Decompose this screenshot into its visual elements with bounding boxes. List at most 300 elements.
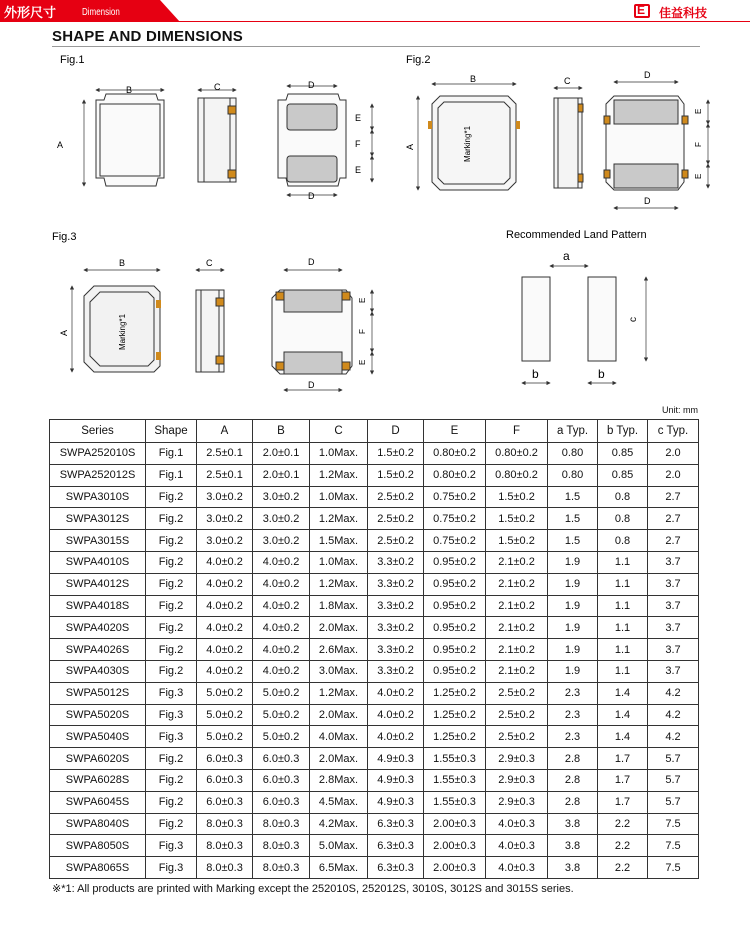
table-cell: 2.7 [648, 486, 699, 508]
table-cell: 2.0Max. [310, 617, 368, 639]
table-cell: 5.7 [648, 748, 699, 770]
table-cell: SWPA252012S [50, 464, 146, 486]
fig3-marking: Marking*1 [118, 313, 127, 350]
table-cell: SWPA5040S [50, 726, 146, 748]
table-cell: 1.5 [548, 486, 598, 508]
table-cell: 4.0±0.3 [486, 835, 548, 857]
land-dim-a: a [563, 249, 570, 263]
table-row [50, 682, 699, 704]
table-cell: 3.0±0.2 [253, 508, 310, 530]
table-cell: 1.4 [598, 682, 648, 704]
column-header: a Typ. [548, 420, 598, 443]
table-cell: 2.1±0.2 [486, 551, 548, 573]
table-cell: 3.8 [548, 835, 598, 857]
table-cell: 7.5 [648, 813, 699, 835]
table-cell: Fig.2 [146, 813, 197, 835]
table-cell: 2.7 [648, 530, 699, 552]
table-cell: 8.0±0.3 [197, 857, 253, 879]
table-cell: 2.5±0.2 [368, 508, 424, 530]
table-cell: SWPA4026S [50, 639, 146, 661]
table-cell: 6.0±0.3 [253, 748, 310, 770]
table-cell: 0.75±0.2 [424, 530, 486, 552]
table-cell: 1.55±0.3 [424, 791, 486, 813]
table-cell: 1.8Max. [310, 595, 368, 617]
fig2-top-view [428, 96, 520, 190]
fig1-side-view [198, 98, 236, 182]
brand-name: 佳益科技 [659, 6, 708, 20]
table-cell: 2.8 [548, 769, 598, 791]
table-cell: 4.0±0.2 [368, 682, 424, 704]
fig1-bottom-view [278, 94, 346, 186]
table-cell: 0.95±0.2 [424, 551, 486, 573]
fig2-dim-b: B [470, 74, 477, 84]
table-cell: SWPA4010S [50, 551, 146, 573]
table-cell: SWPA5012S [50, 682, 146, 704]
table-cell: 6.0±0.3 [197, 769, 253, 791]
table-cell: SWPA4012S [50, 573, 146, 595]
table-cell: 4.0±0.3 [486, 813, 548, 835]
table-cell: 1.7 [598, 769, 648, 791]
section-name-cn: 外形尺寸 [4, 5, 57, 20]
table-cell: 3.0±0.2 [253, 530, 310, 552]
table-cell: 0.8 [598, 508, 648, 530]
table-cell: 2.5±0.2 [368, 530, 424, 552]
table-cell: Fig.2 [146, 639, 197, 661]
fig3-dim-e-bottom: E [358, 359, 367, 365]
land-dim-c: c [628, 317, 639, 322]
fig3-dim-b: B [119, 258, 126, 268]
fig3-bottom-view [272, 290, 352, 374]
table-cell: 1.25±0.2 [424, 726, 486, 748]
table-cell: 4.9±0.3 [368, 791, 424, 813]
table-cell: 6.3±0.3 [368, 857, 424, 879]
table-cell: 2.0Max. [310, 748, 368, 770]
column-header: F [486, 420, 548, 443]
table-cell: 4.0±0.3 [486, 857, 548, 879]
fig2-dim-e-top: E [694, 108, 703, 114]
fig2-side-view [554, 98, 583, 188]
table-cell: 4.0±0.2 [368, 726, 424, 748]
table-cell: 2.2 [598, 813, 648, 835]
table-cell: Fig.3 [146, 835, 197, 857]
table-cell: 2.9±0.3 [486, 791, 548, 813]
table-cell: 2.00±0.3 [424, 857, 486, 879]
table-cell: 4.2 [648, 704, 699, 726]
table-cell: 1.7 [598, 748, 648, 770]
table-cell: 2.9±0.3 [486, 769, 548, 791]
table-cell: 0.95±0.2 [424, 660, 486, 682]
table-cell: 1.1 [598, 639, 648, 661]
table-cell: 2.00±0.3 [424, 813, 486, 835]
table-cell: 2.1±0.2 [486, 573, 548, 595]
table-cell: 6.0±0.3 [253, 791, 310, 813]
fig1-label: Fig.1 [60, 54, 85, 66]
table-row [50, 595, 699, 617]
table-cell: Fig.3 [146, 704, 197, 726]
table-cell: 3.0±0.2 [197, 508, 253, 530]
table-row [50, 704, 699, 726]
table-cell: 1.9 [548, 639, 598, 661]
table-cell: 5.7 [648, 791, 699, 813]
fig2-dim-c: C [564, 76, 571, 86]
table-cell: 4.0±0.2 [197, 660, 253, 682]
table-cell: 4.0±0.2 [253, 595, 310, 617]
fig1-dim-d-top: D [308, 80, 315, 90]
table-body [50, 443, 699, 879]
fig3-dim-d-bottom: D [308, 380, 315, 390]
table-cell: Fig.2 [146, 617, 197, 639]
table-row [50, 486, 699, 508]
table-cell: 1.1 [598, 573, 648, 595]
section-name-en: Dimension [82, 7, 120, 18]
table-cell: Fig.2 [146, 748, 197, 770]
table-cell: 2.5±0.2 [486, 704, 548, 726]
table-cell: 2.1±0.2 [486, 639, 548, 661]
table-cell: 3.8 [548, 857, 598, 879]
table-cell: 0.80±0.2 [424, 464, 486, 486]
table-cell: 2.1±0.2 [486, 617, 548, 639]
table-cell: 7.5 [648, 857, 699, 879]
land-dim-b-left: b [532, 367, 539, 381]
table-cell: 1.9 [548, 573, 598, 595]
table-cell: 5.0±0.2 [253, 704, 310, 726]
table-cell: 0.85 [598, 443, 648, 465]
table-cell: SWPA6028S [50, 769, 146, 791]
fig3-label: Fig.3 [52, 231, 77, 243]
table-cell: Fig.2 [146, 595, 197, 617]
table-cell: Fig.3 [146, 726, 197, 748]
table-cell: 2.0±0.1 [253, 443, 310, 465]
table-cell: 0.8 [598, 530, 648, 552]
table-cell: 5.0±0.2 [253, 726, 310, 748]
fig3-side-view [196, 290, 224, 372]
table-cell: 3.3±0.2 [368, 639, 424, 661]
table-cell: SWPA4020S [50, 617, 146, 639]
table-cell: 4.0±0.2 [197, 573, 253, 595]
table-cell: 1.5±0.2 [368, 464, 424, 486]
table-cell: SWPA8065S [50, 857, 146, 879]
fig3-dim-e-top: E [358, 297, 367, 303]
table-cell: 1.9 [548, 617, 598, 639]
table-cell: 2.3 [548, 682, 598, 704]
table-cell: 0.80±0.2 [424, 443, 486, 465]
table-cell: 8.0±0.3 [253, 857, 310, 879]
table-cell: 5.0±0.2 [197, 704, 253, 726]
table-cell: 2.5±0.2 [486, 682, 548, 704]
table-cell: 8.0±0.3 [197, 813, 253, 835]
column-header: Series [50, 420, 146, 443]
table-cell: 6.3±0.3 [368, 813, 424, 835]
table-cell: 4.0±0.2 [197, 551, 253, 573]
table-cell: 5.0±0.2 [197, 682, 253, 704]
table-cell: 3.7 [648, 551, 699, 573]
fig1-dim-b: B [126, 85, 133, 95]
table-cell: 4.0±0.2 [368, 704, 424, 726]
table-cell: SWPA6020S [50, 748, 146, 770]
table-row [50, 443, 699, 465]
table-cell: 4.0±0.2 [253, 660, 310, 682]
table-cell: 4.9±0.3 [368, 748, 424, 770]
fig2-dim-d-bottom: D [644, 196, 651, 206]
table-cell: 2.00±0.3 [424, 835, 486, 857]
table-cell: 1.55±0.3 [424, 769, 486, 791]
table-cell: Fig.2 [146, 530, 197, 552]
table-cell: 6.5Max. [310, 857, 368, 879]
fig1-dim-a: A [57, 140, 64, 150]
table-cell: SWPA8040S [50, 813, 146, 835]
column-header: E [424, 420, 486, 443]
table-cell: 6.0±0.3 [253, 769, 310, 791]
table-row [50, 464, 699, 486]
table-cell: 6.3±0.3 [368, 835, 424, 857]
table-cell: 1.0Max. [310, 486, 368, 508]
table-cell: 4.0±0.2 [197, 617, 253, 639]
table-cell: SWPA3012S [50, 508, 146, 530]
table-cell: 0.75±0.2 [424, 508, 486, 530]
marking-footnote: ※*1: All products are printed with Marking except the 252010S, 252012S, 3010S, 3012S and 3015S series. [52, 883, 574, 895]
column-header: B [253, 420, 310, 443]
fig3-dim-f: F [358, 329, 367, 334]
table-cell: 8.0±0.3 [197, 835, 253, 857]
table-cell: 2.5±0.1 [197, 464, 253, 486]
table-row [50, 791, 699, 813]
table-cell: 1.1 [598, 595, 648, 617]
table-cell: 4.5Max. [310, 791, 368, 813]
fig2-label: Fig.2 [406, 54, 431, 66]
table-cell: 6.0±0.3 [197, 748, 253, 770]
table-cell: 0.80±0.2 [486, 443, 548, 465]
fig3-dim-a: A [59, 329, 69, 336]
table-cell: 2.0 [648, 464, 699, 486]
table-cell: 0.80±0.2 [486, 464, 548, 486]
table-cell: 0.95±0.2 [424, 639, 486, 661]
fig1-dim-e-top: E [355, 113, 362, 123]
table-cell: 2.6Max. [310, 639, 368, 661]
table-row [50, 857, 699, 879]
table-cell: 1.1 [598, 617, 648, 639]
table-row [50, 551, 699, 573]
column-header: c Typ. [648, 420, 699, 443]
table-cell: 5.0Max. [310, 835, 368, 857]
fig1-top-view [96, 94, 164, 186]
table-cell: 4.0±0.2 [253, 617, 310, 639]
fig1-dim-c: C [214, 82, 221, 92]
fig2-dim-f: F [694, 142, 703, 147]
table-cell: 2.2 [598, 857, 648, 879]
table-cell: 1.5 [548, 508, 598, 530]
fig2-marking: Marking*1 [463, 125, 472, 162]
table-cell: 0.85 [598, 464, 648, 486]
table-cell: 8.0±0.3 [253, 835, 310, 857]
table-cell: Fig.2 [146, 769, 197, 791]
table-cell: 0.95±0.2 [424, 595, 486, 617]
table-header-row [50, 420, 699, 443]
table-cell: 1.1 [598, 660, 648, 682]
table-cell: Fig.3 [146, 682, 197, 704]
land-pattern-pads [522, 277, 616, 361]
table-cell: 1.9 [548, 551, 598, 573]
table-row [50, 639, 699, 661]
table-cell: 1.4 [598, 726, 648, 748]
table-cell: SWPA5020S [50, 704, 146, 726]
table-cell: 2.1±0.2 [486, 595, 548, 617]
table-cell: SWPA3010S [50, 486, 146, 508]
fig3-dim-d-top: D [308, 257, 315, 267]
land-dim-b-right: b [598, 367, 605, 381]
table-cell: 1.7 [598, 791, 648, 813]
table-cell: 2.2 [598, 835, 648, 857]
table-cell: Fig.2 [146, 551, 197, 573]
table-cell: Fig.3 [146, 857, 197, 879]
table-cell: 1.5±0.2 [486, 486, 548, 508]
table-cell: 1.9 [548, 660, 598, 682]
table-cell: 2.9±0.3 [486, 748, 548, 770]
table-cell: 3.3±0.2 [368, 573, 424, 595]
table-cell: 2.8 [548, 748, 598, 770]
fig2-dim-d-top: D [644, 70, 651, 80]
table-cell: 1.5±0.2 [486, 530, 548, 552]
table-cell: 5.0±0.2 [253, 682, 310, 704]
table-cell: 3.7 [648, 595, 699, 617]
table-cell: 4.0±0.2 [253, 573, 310, 595]
table-cell: 2.8 [548, 791, 598, 813]
table-cell: Fig.2 [146, 660, 197, 682]
page-title: SHAPE AND DIMENSIONS [52, 28, 243, 45]
table-cell: 4.0±0.2 [253, 551, 310, 573]
table-row [50, 660, 699, 682]
table-cell: Fig.1 [146, 464, 197, 486]
table-cell: Fig.2 [146, 791, 197, 813]
table-cell: 4.2 [648, 682, 699, 704]
table-cell: 3.0Max. [310, 660, 368, 682]
table-cell: SWPA8050S [50, 835, 146, 857]
table-cell: 3.0±0.2 [253, 486, 310, 508]
table-cell: 2.1±0.2 [486, 660, 548, 682]
table-cell: 0.80 [548, 464, 598, 486]
table-cell: 4.2Max. [310, 813, 368, 835]
fig1-dim-f: F [355, 139, 361, 149]
table-cell: Fig.1 [146, 443, 197, 465]
table-cell: 3.7 [648, 660, 699, 682]
table-cell: 3.7 [648, 573, 699, 595]
table-cell: 3.3±0.2 [368, 660, 424, 682]
fig2-dim-e-bottom: E [694, 173, 703, 179]
table-cell: 3.3±0.2 [368, 617, 424, 639]
table-cell: Fig.2 [146, 486, 197, 508]
table-row [50, 617, 699, 639]
table-cell: 1.4 [598, 704, 648, 726]
fig3-dim-c: C [206, 258, 213, 268]
table-row [50, 726, 699, 748]
table-cell: 3.7 [648, 617, 699, 639]
table-cell: 1.2Max. [310, 573, 368, 595]
dimension-drawings [0, 0, 750, 400]
table-cell: 2.0Max. [310, 704, 368, 726]
table-cell: 7.5 [648, 835, 699, 857]
table-cell: 4.0±0.2 [197, 639, 253, 661]
table-cell: SWPA3015S [50, 530, 146, 552]
fig1-dim-d-bottom: D [308, 191, 315, 201]
fig2-bottom-view [604, 96, 688, 190]
table-cell: 3.0±0.2 [197, 486, 253, 508]
table-cell: 4.2 [648, 726, 699, 748]
table-cell: 8.0±0.3 [253, 813, 310, 835]
table-cell: 5.7 [648, 769, 699, 791]
table-cell: 3.0±0.2 [197, 530, 253, 552]
column-header: Shape [146, 420, 197, 443]
table-cell: 2.5±0.1 [197, 443, 253, 465]
table-cell: 0.75±0.2 [424, 486, 486, 508]
table-cell: 1.2Max. [310, 508, 368, 530]
fig2-dim-a: A [405, 143, 415, 150]
table-cell: 2.7 [648, 508, 699, 530]
table-cell: 1.2Max. [310, 682, 368, 704]
table-cell: 0.95±0.2 [424, 617, 486, 639]
table-cell: SWPA4018S [50, 595, 146, 617]
table-row [50, 508, 699, 530]
table-row [50, 573, 699, 595]
table-cell: Fig.2 [146, 573, 197, 595]
table-row [50, 769, 699, 791]
table-row [50, 813, 699, 835]
table-cell: 1.5±0.2 [368, 443, 424, 465]
table-cell: 4.9±0.3 [368, 769, 424, 791]
table-cell: 1.1 [598, 551, 648, 573]
table-cell: SWPA252010S [50, 443, 146, 465]
table-cell: 1.0Max. [310, 551, 368, 573]
table-cell: 5.0±0.2 [197, 726, 253, 748]
table-cell: 2.3 [548, 704, 598, 726]
table-cell: 2.8Max. [310, 769, 368, 791]
table-cell: 1.5±0.2 [486, 508, 548, 530]
table-row [50, 530, 699, 552]
table-cell: 3.7 [648, 639, 699, 661]
table-cell: 1.5Max. [310, 530, 368, 552]
table-row [50, 835, 699, 857]
table-cell: 0.95±0.2 [424, 573, 486, 595]
table-cell: 1.25±0.2 [424, 704, 486, 726]
column-header: A [197, 420, 253, 443]
table-cell: 1.9 [548, 595, 598, 617]
table-cell: 3.3±0.2 [368, 595, 424, 617]
table-cell: 1.2Max. [310, 464, 368, 486]
land-pattern-label: Recommended Land Pattern [506, 229, 647, 241]
table-cell: 1.0Max. [310, 443, 368, 465]
table-cell: 4.0±0.2 [197, 595, 253, 617]
table-cell: 1.25±0.2 [424, 682, 486, 704]
table-cell: 2.5±0.2 [368, 486, 424, 508]
column-header: C [310, 420, 368, 443]
table-cell: 2.0±0.1 [253, 464, 310, 486]
table-cell: 6.0±0.3 [197, 791, 253, 813]
table-cell: 2.3 [548, 726, 598, 748]
column-header: D [368, 420, 424, 443]
brand-logo-letter: E [637, 3, 646, 17]
table-cell: 2.5±0.2 [486, 726, 548, 748]
table-cell: 1.55±0.3 [424, 748, 486, 770]
table-cell: SWPA4030S [50, 660, 146, 682]
table-cell: Fig.2 [146, 508, 197, 530]
table-row [50, 748, 699, 770]
table-cell: 4.0Max. [310, 726, 368, 748]
table-cell: 3.8 [548, 813, 598, 835]
table-cell: 1.5 [548, 530, 598, 552]
table-cell: 4.0±0.2 [253, 639, 310, 661]
column-header: b Typ. [598, 420, 648, 443]
table-cell: SWPA6045S [50, 791, 146, 813]
table-cell: 2.0 [648, 443, 699, 465]
fig1-dim-e-bottom: E [355, 165, 362, 175]
